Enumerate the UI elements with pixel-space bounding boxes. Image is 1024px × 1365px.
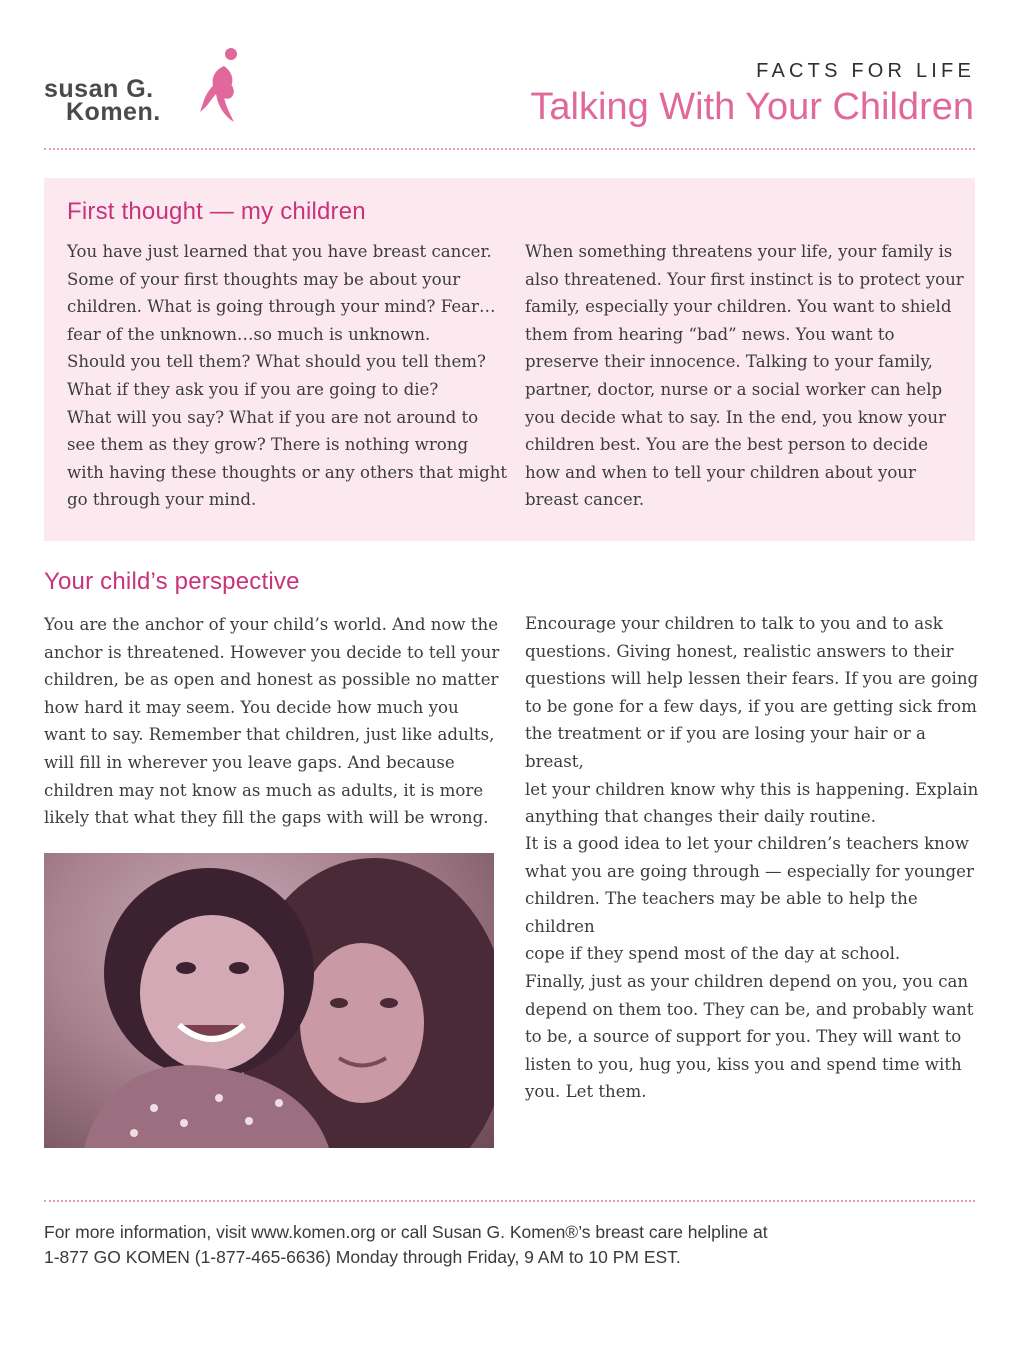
top-divider <box>44 148 975 150</box>
perspective-heading: Your child’s perspective <box>44 568 300 595</box>
komen-logo <box>44 44 244 134</box>
page-title: Talking With Your Children <box>530 86 974 128</box>
first-thought-callout <box>44 178 975 541</box>
series-kicker: FACTS FOR LIFE <box>756 60 975 82</box>
first-thought-heading: First thought — my children <box>67 198 366 225</box>
logo-wordmark-line1: susan G. <box>44 75 154 103</box>
perspective-right-paragraph-3: Finally, just as your children depend on you, you can depend on them too. They can be, and probably want to be, a source of support for you. They will want to listen to you, hug you, kiss you and spend time with you. Let them. <box>525 972 974 1102</box>
photo-illustration <box>44 853 494 1148</box>
footer-helpline-text: For more information, visit www.komen.org or call Susan G. Komen®’s breast care helpline at 1-877 GO KOMEN (1-877-465-6636) Monday through Friday, 9 AM to 10 PM EST. <box>44 1222 768 1267</box>
pink-ribbon-icon <box>194 46 244 126</box>
first-thought-left-paragraph: You have just learned that you have breast cancer. Some of your first thoughts may be about your children. What is going through your mind? Fear… fear of the unknown…so much is unknown. Should you tell them? What should you tell them? What if they ask you if you are going to die? What will you say? What if you are not around to see them as they grow? There is nothing wrong with having these thoughts or any others that might go through your mind. <box>67 242 508 510</box>
mother-child-photo <box>44 853 494 1148</box>
logo-wordmark-line2: Komen. <box>66 98 161 126</box>
bottom-divider <box>44 1200 975 1202</box>
perspective-left-paragraph: You are the anchor of your child’s world. And now the anchor is threatened. However you decide to tell your children, be as open and honest as possible no matter how hard it may seem. You decide how much you want to say. Remember that children, just like adults, will fill in wherever you leave gaps. And because children may not know as much as adults, it is more likely that what they fill the gaps with will be wrong. <box>44 615 500 828</box>
perspective-right-paragraph-2: It is a good idea to let your children’s teachers know what you are going through — especially for younger children. The teachers may be able to help the children cope if they spend most of the day at school. <box>525 834 974 964</box>
perspective-right-paragraph-1: Encourage your children to talk to you and to ask questions. Giving honest, realistic answers to their questions will help lessen their fears. If you are going to be gone for a few days, if you are getting sick from the treatment or if you are losing your hair or a breast, let your children know why this is happening. Explain anything that changes their daily routine. <box>525 614 979 827</box>
first-thought-right-paragraph: When something threatens your life, your family is also threatened. Your first instinct is to protect your family, especially your children. You want to shield them from hearing “bad” news. You want to preserve their innocence. Talking to your family, partner, doctor, nurse or a social worker can help you decide what to say. In the end, you know your children best. You are the best person to decide how and when to tell your children about your breast cancer. <box>525 242 964 510</box>
